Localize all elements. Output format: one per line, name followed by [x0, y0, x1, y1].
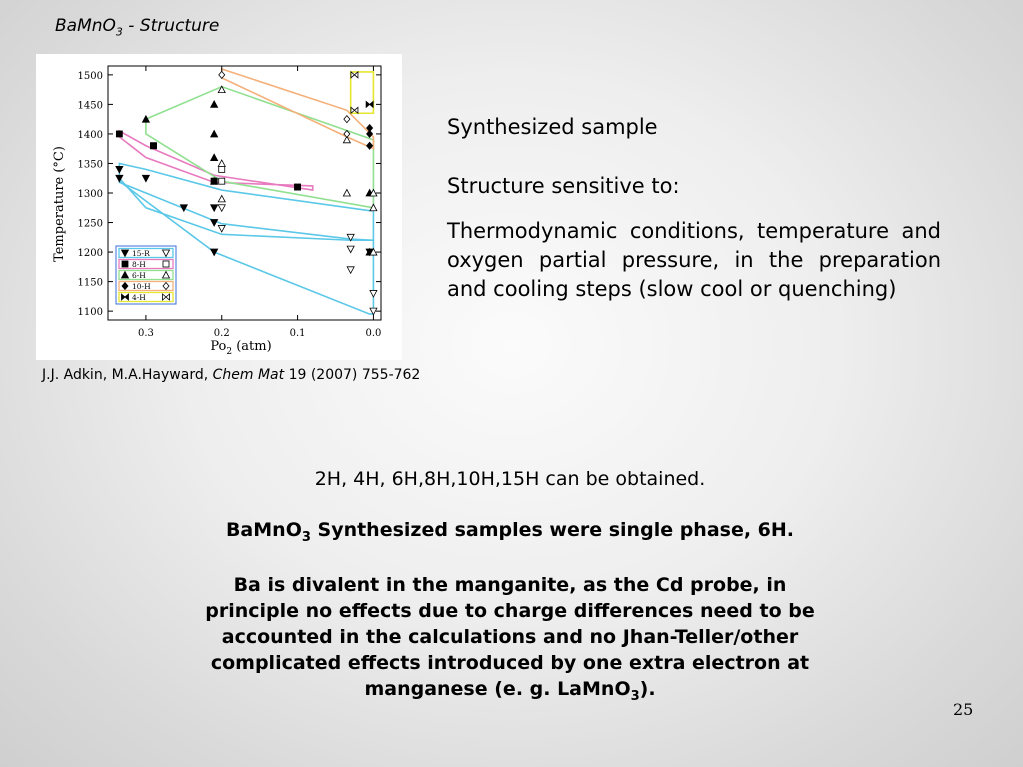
- phases-obtained-text: 2H, 4H, 6H,8H,10H,15H can be obtained.: [314, 468, 706, 490]
- y-axis-label: Temperature (°C): [52, 146, 67, 262]
- citation-journal: Chem Mat: [212, 367, 285, 383]
- x-axis-label-rest: (atm): [232, 339, 272, 354]
- 15-r-point: [370, 290, 377, 297]
- legend-label: 4-H: [132, 293, 146, 302]
- phase-diagram-chart: [36, 54, 402, 360]
- y-tick-label: 1350: [77, 159, 103, 171]
- 4-h-point: [351, 107, 358, 113]
- single-phase-text-sub: 3: [301, 529, 311, 545]
- x-axis-label-main: Po: [210, 339, 227, 354]
- y-tick-label: 1400: [77, 129, 103, 141]
- 6-h-point: [211, 130, 218, 137]
- 6-h-point: [211, 154, 218, 161]
- 15-r-point: [116, 166, 123, 173]
- divalent-explanation-text: [190, 572, 830, 710]
- y-tick-label: 1250: [77, 218, 103, 230]
- divalent-text-b: ).: [639, 678, 656, 700]
- 8-h-point: [116, 131, 122, 137]
- 6-h-point: [218, 195, 225, 202]
- synthesized-sample-text: Synthesized sample: [447, 115, 658, 139]
- 4-h-region: [351, 72, 374, 113]
- x-axis-label-sub: 2: [226, 347, 233, 357]
- legend-label: 15-R: [132, 249, 150, 258]
- 15-r-point: [218, 225, 225, 232]
- title-rest: - Structure: [122, 16, 220, 36]
- 8-h-point: [219, 166, 225, 172]
- 10-h-point: [344, 116, 350, 123]
- divalent-text-a: Ba is divalent in the manganite, as the Cd probe, in principle no effects due to charge differences need to be accounted in the calculations and no Jhan-Teller/other complicated effects introduced by one extra electron at manganese (e. g. LaMnO: [205, 574, 815, 700]
- 15-r-point: [142, 175, 149, 182]
- legend-label: 6-H: [132, 271, 146, 280]
- 8-h-point: [122, 261, 128, 267]
- 8-h-point: [163, 261, 169, 267]
- x-tick-label: 0.1: [289, 328, 306, 339]
- citation-authors: J.J. Adkin, M.A.Hayward,: [42, 367, 213, 383]
- single-phase-text: [190, 519, 830, 545]
- 15-r-point: [211, 205, 218, 212]
- x-axis-label: [210, 339, 271, 357]
- divalent-text-sub: 3: [630, 688, 640, 704]
- single-phase-text-a: BaMnO: [225, 519, 302, 541]
- 8-h-point: [219, 178, 225, 184]
- y-tick-label: 1150: [77, 277, 103, 289]
- 15-r-point: [218, 205, 225, 212]
- title-main: BaMnO: [55, 16, 116, 36]
- y-tick-label: 1300: [77, 189, 103, 200]
- x-tick-label: 0.2: [213, 328, 230, 339]
- 10-h-point: [219, 71, 225, 78]
- x-tick-label: 0.0: [365, 328, 382, 339]
- structure-sensitive-text: Structure sensitive to:: [447, 174, 680, 198]
- page-number: 25: [953, 700, 974, 719]
- single-phase-text-b: Synthesized samples were single phase, 6H.: [310, 519, 795, 541]
- thermodynamic-conditions-text: Thermodynamic conditions, temperature and oxygen partial pressure, in the preparation and cooling steps (slow cool or quenching): [447, 219, 941, 301]
- 8-h-point: [295, 184, 301, 190]
- y-tick-label: 1200: [77, 248, 103, 260]
- 15-r-point: [347, 267, 354, 274]
- 6-h-point: [218, 160, 225, 167]
- title-subscript: 3: [115, 25, 123, 39]
- phase-diagram-figure: [36, 54, 402, 360]
- slide-title: [55, 16, 219, 38]
- 4-h-point: [351, 72, 358, 78]
- legend-label: 10-H: [132, 282, 151, 291]
- y-tick-label: 1450: [77, 100, 103, 112]
- citation: [42, 367, 420, 383]
- 6-h-region: [146, 87, 374, 208]
- x-tick-label: 0.3: [137, 328, 154, 339]
- 4-h-point: [366, 101, 373, 107]
- y-tick-label: 1500: [77, 70, 103, 82]
- 6-h-point: [211, 101, 218, 108]
- y-tick-label: 1100: [77, 307, 103, 319]
- 15-r-point: [211, 220, 218, 227]
- 15-r-point: [347, 246, 354, 253]
- 8-h-point: [151, 143, 157, 149]
- citation-rest: 19 (2007) 755-762: [284, 367, 421, 383]
- 6-h-point: [343, 190, 350, 197]
- legend-label: 8-H: [132, 260, 146, 269]
